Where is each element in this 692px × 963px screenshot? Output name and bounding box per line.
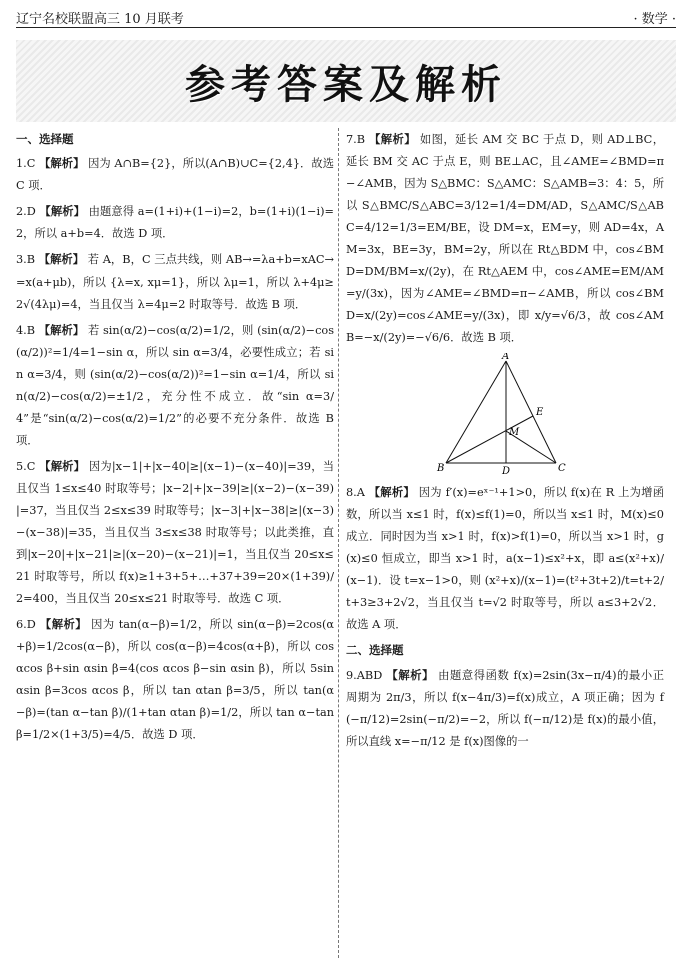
banner-title: 参考答案及解析 <box>185 61 507 108</box>
item-number: 4.B <box>16 323 36 337</box>
item-number: 2.D <box>16 205 36 219</box>
label-m: M <box>509 427 520 439</box>
answer-item-6 <box>16 613 334 746</box>
section-heading-choice: 一、选择题 <box>16 132 74 146</box>
answer-item-4 <box>16 319 334 452</box>
analysis-tag: 【解析】 <box>39 616 88 631</box>
item-number: 3.B <box>16 253 36 267</box>
item-number: 6.D <box>16 617 36 631</box>
item-text: 因为 f′(x)=eˣ⁻¹+1>0，所以 f(x)在 R 上为增函数，所以当 x≤1 时，f(x)≤f(1)=0，所以当 x≤1 时，M(x)≤0 成立．同时因为当 x>1 时，f(x)>f(1)=0，所以当 x>1 时，g(x)≤0 恒成立，即当 x>1 时，a(x−1)≤x²+x，即 a≤(x²+x)/(x−1)．设 t=x−1>0，则 (x²+x)/(x−1)=(t²+3t+2)/t=t+2/t+3≥3+2√2，当且仅当 t=√2 时取等号，所以 a≤3+2√2．故选 A 项． <box>346 486 665 632</box>
answer-item-2 <box>16 200 334 245</box>
analysis-tag: 【解析】 <box>39 156 85 171</box>
answer-item-5 <box>16 455 334 610</box>
left-column <box>16 128 334 749</box>
analysis-tag: 【解析】 <box>38 322 85 337</box>
analysis-tag: 【解析】 <box>368 485 415 500</box>
item-number: 1.C <box>16 157 36 171</box>
item-text: 因为|x−1|+|x−40|≥|(x−1)−(x−40)|=39，当且仅当 1≤x≤40 时取等号；|x−2|+|x−39|≥|(x−2)−(x−39)|=37，当且仅当 2≤x≤39 时取等号；|x−3|+|x−38|≥|(x−3)−(x−38)|=35，当且仅当 3≤x≤38 时取等号；以此类推，直到|x−20|+|x−21|≥|(x−20)−(x−21)|=1，当且仅当 20≤x≤21 时取等号，所以 f(x)≥1+3+5+…+37+39=20×(1+39)/2=400，当且仅当 20≤x≤21 时取等号．故选 C 项． <box>16 459 335 605</box>
subject-label: · 数学 · <box>633 12 676 27</box>
label-c: C <box>558 463 566 475</box>
analysis-tag: 【解析】 <box>369 132 416 146</box>
answer-item-8 <box>346 481 664 636</box>
triangle-figure <box>436 353 576 475</box>
analysis-tag: 【解析】 <box>39 458 86 473</box>
item-number: 8.A <box>346 486 365 500</box>
item-text: 如图，延长 AM 交 BC 于点 D，则 AD⊥BC，延长 BM 交 AC 于点 E，则 BE⊥AC，且∠AME=∠BMD=π−∠AMB，因为 S△BMC：S△AMC：S△AMB=3：4：5，所以 S△BMC/S△ABC=3/12=1/4=DM/AD，S△AMC/S△ABC=4/12=1/3=EM/BE，设 DM=x，EM=y，则 AD=4x，AM=3x，BE=3y，BM=2y，所以在 Rt△BDM 中，cos∠BMD=DM/BM=x/(2y)，在 Rt△AEM 中，cos∠AME=EM/AM=y/(3x)，因为∠AME=∠BMD=π−∠AMB，所以 cos∠BMD=x/(2y)=cos∠AME=y/(3x)，即 x/y=√6/3，故 cos∠AMB=−x/(2y)=−√6/6．故选 B 项． <box>346 133 664 345</box>
right-column <box>346 128 664 756</box>
edge-ac <box>506 361 556 463</box>
label-e: E <box>536 407 544 419</box>
item-text: 由题意得函数 f(x)=2sin(3x−π/4)的最小正周期为 2π/3，所以 f(x−4π/3)=f(x)成立，A 项正确；因为 f(−π/12)=2sin(−π/2)=−2，所以 f(−π/12)是 f(x)的最小值，所以直线 x=−π/12 是 f(x)图像的一 <box>346 668 664 748</box>
column-divider <box>338 128 339 958</box>
item-text: 由题意得 a=(1+i)+(1−i)=2，b=(1+i)(1−i)=2，所以 a+b=4．故选 D 项． <box>16 205 335 241</box>
edge-ab <box>446 361 506 463</box>
analysis-tag: 【解析】 <box>386 667 434 682</box>
item-number: 7.B <box>346 133 366 146</box>
item-number: 9.ABD <box>346 668 383 682</box>
answer-item-3 <box>16 248 334 315</box>
item-number: 5.C <box>16 459 36 473</box>
page-header <box>16 6 676 28</box>
item-text: 若 A，B，C 三点共线，则 AB→=λa+b=xAC→=x(a+μb)，所以 {λ=x, xμ=1}，所以 λμ=1，所以 λ+4μ≥2√(4λμ)=4，当且仅当 λ=4μ=2 时取等号．故选 B 项． <box>16 253 334 311</box>
title-banner <box>16 40 676 122</box>
answer-item-7 <box>346 128 664 349</box>
label-d: D <box>502 466 511 476</box>
answer-item-1 <box>16 152 334 197</box>
item-text: 若 sin(α/2)−cos(α/2)=1/2，则 (sin(α/2)−cos(α/2))²=1/4=1−sin α，所以 sin α=3/4，必要性成立；若 sin α=3/4，则 (sin(α/2)−cos(α/2))²=1−sin α=1/4，所以 sin(α/2)−cos(α/2)=±1/2，充分性不成立．故“sin α=3/4”是“sin(α/2)−cos(α/2)=1/2”的必要不充分条件．故选 B 项． <box>16 323 334 447</box>
section-heading-multi: 二、选择题 <box>346 643 404 658</box>
exam-title: 辽宁名校联盟高三 10 月联考 <box>16 12 184 27</box>
label-a: A <box>502 353 510 363</box>
item-text: 因为 tan(α−β)=1/2，所以 sin(α−β)=2cos(α+β)=1/2cos(α−β)，所以 cos(α−β)=4cos(α+β)，所以 cos αcos β+sin αsin β=4(cos αcos β−sin αsin β)，所以 5sin αsin β=3cos αcos β，所以 tan αtan β=3/5，所以 tan(α−β)=(tan α−tan β)/(1+tan αtan β)=1/2，所以 tan α−tan β=1/2×(1+3/5)=4/5．故选 D 项． <box>16 617 334 741</box>
analysis-tag: 【解析】 <box>39 204 85 219</box>
item-text: 因为 A∩B={2}，所以(A∩B)∪C={2,4}．故选 C 项． <box>16 157 335 193</box>
label-b: B <box>437 463 445 475</box>
answer-item-9 <box>346 664 664 753</box>
analysis-tag: 【解析】 <box>38 252 85 267</box>
